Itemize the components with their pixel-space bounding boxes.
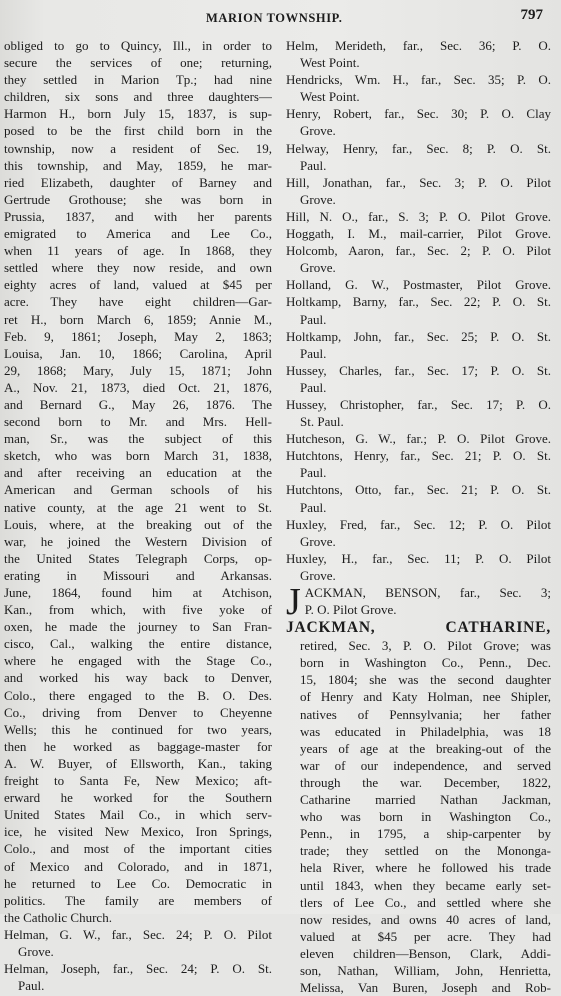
entry-continuation: Grove. bbox=[300, 260, 336, 276]
entry-continuation: Paul. bbox=[18, 978, 45, 994]
jackman-catharine-bio bbox=[286, 618, 551, 996]
text-line: 15, 1804; she was the second daughter bbox=[300, 672, 551, 688]
entry-continuation: Paul. bbox=[300, 465, 327, 481]
text-line: Prussia, 1837, and with her parents bbox=[4, 208, 272, 224]
entry-line: Holcomb, Aaron, far., Sec. 2; P. O. Pilot bbox=[286, 243, 551, 259]
text-line: A., Nov. 21, 1873, died Oct. 21, 1876, bbox=[4, 379, 272, 395]
text-line: ret H., born March 6, 1859; Annie M., bbox=[4, 311, 272, 327]
text-line: then he worked as baggage-master for bbox=[4, 738, 272, 754]
entry-line: Helman, Joseph, far., Sec. 24; P. O. St. bbox=[4, 961, 272, 977]
entry-line: Hill, N. O., far., S. 3; P. O. Pilot Grove. bbox=[286, 208, 551, 224]
directory-entry bbox=[286, 516, 551, 550]
bio-name-heading: JACKMAN, CATHARINE, bbox=[286, 619, 551, 637]
directory-entry bbox=[286, 396, 551, 430]
text-line: Catharine married Nathan Jackman, bbox=[300, 792, 551, 808]
text-line: obliged to go to Quincy, Ill., in order to bbox=[4, 38, 272, 53]
directory-entry bbox=[4, 960, 272, 994]
directory-entry bbox=[286, 293, 551, 327]
entry-continuation: West Point. bbox=[300, 55, 360, 71]
text-line: man, Sr., was the subject of this bbox=[4, 431, 272, 447]
text-line: Gertrude Grothouse; she was born in bbox=[4, 191, 272, 207]
entry-continuation: Paul. bbox=[300, 499, 327, 515]
entry-continuation: Paul. bbox=[300, 345, 327, 361]
text-line: June, 1864, found him at Atchison, bbox=[4, 585, 272, 600]
entry-line: Hendricks, Wm. H., far., Sec. 35; P. O. bbox=[286, 72, 551, 88]
directory-entry bbox=[4, 926, 272, 960]
text-line: township, now a resident of Sec. 19, bbox=[4, 140, 272, 156]
text-line: oxen, he made the journey to San Fran- bbox=[4, 619, 272, 635]
directory-entry bbox=[286, 37, 551, 71]
text-line: natives of Pennsylvania; her father bbox=[300, 706, 551, 722]
text-line: Feb. 9, 1861; Joseph, May 2, 1863; bbox=[4, 328, 272, 344]
text-line: where he engaged with the Stage Co., bbox=[4, 653, 272, 669]
entry-line: Helm, Merideth, far., Sec. 36; P. O. bbox=[286, 38, 551, 53]
entry-line: Helman, G. W., far., Sec. 24; P. O. Pilot bbox=[4, 926, 272, 942]
text-line: sketch, who was born March 31, 1838, bbox=[4, 448, 272, 464]
text-line: until 1843, when they became early set- bbox=[300, 877, 551, 893]
text-line: secure the services of one; returning, bbox=[4, 55, 272, 71]
text-line: hela River, where he followed his trade bbox=[300, 860, 551, 876]
drop-cap: J bbox=[286, 581, 301, 623]
entry-continuation: Grove. bbox=[300, 191, 336, 207]
entry-line: Hill, Jonathan, far., Sec. 3; P. O. Pilot bbox=[286, 174, 551, 190]
entry-line: Henry, Robert, far., Sec. 30; P. O. Clay bbox=[286, 106, 551, 122]
entry-line: Holland, G. W., Postmaster, Pilot Grove. bbox=[286, 277, 551, 293]
text-line: of Mexico and Colorado, and in 1871, bbox=[4, 858, 272, 874]
text-line: of Henry and Katy Holman, nee Shipler, bbox=[300, 689, 551, 705]
directory-entry bbox=[286, 105, 551, 139]
text-line: the United States Telegraph Corps, op- bbox=[4, 550, 272, 566]
entry-continuation: P. O. Pilot Grove. bbox=[304, 602, 397, 618]
running-head bbox=[0, 7, 561, 29]
directory-entry bbox=[286, 174, 551, 208]
text-line: and worked his way back to Denver, bbox=[4, 670, 272, 686]
hellman-bio-paragraph bbox=[4, 37, 272, 926]
entry-line: Hutchtons, Henry, far., Sec. 21; P. O. St. bbox=[286, 448, 551, 464]
entry-line: ACKMAN, BENSON, far., Sec. 3; bbox=[304, 585, 551, 600]
text-line: Louisa, Jan. 10, 1866; Carolina, April bbox=[4, 345, 272, 361]
entry-line: Helway, Henry, far., Sec. 8; P. O. St. bbox=[286, 140, 551, 156]
text-line: eighty acres of land, valued at $45 per bbox=[4, 277, 272, 293]
text-line: trade; they settled on the Mononga- bbox=[300, 843, 551, 859]
entry-line: Huxley, Fred, far., Sec. 12; P. O. Pilot bbox=[286, 516, 551, 532]
text-line: the Catholic Church. bbox=[4, 909, 112, 925]
entry-line: Hussey, Charles, far., Sec. 17; P. O. St. bbox=[286, 362, 551, 378]
text-line: United States Mail Co., in which serv- bbox=[4, 807, 272, 823]
directory-entry bbox=[286, 481, 551, 515]
text-line: Colo., and most of the important cities bbox=[4, 841, 272, 857]
text-line: Co., driving from Denver to Cheyenne bbox=[4, 704, 272, 720]
directory-entry bbox=[286, 447, 551, 481]
text-line: acre. They have eight children—Gar- bbox=[4, 294, 272, 310]
text-line: Wells; this he continued for two years, bbox=[4, 721, 272, 737]
text-line: American and German schools of his bbox=[4, 482, 272, 498]
text-line: Penn., in 1795, a ship-carpenter by bbox=[300, 826, 551, 842]
text-line: A. W. Buyer, of Ellsworth, Kan., taking bbox=[4, 755, 272, 771]
entry-continuation: Grove. bbox=[300, 123, 336, 139]
running-title: MARION TOWNSHIP. bbox=[206, 11, 343, 25]
directory-entry bbox=[286, 242, 551, 276]
directory-entry bbox=[286, 362, 551, 396]
text-line: now resides, and owns 40 acres of land, bbox=[300, 911, 551, 927]
directory-entry bbox=[286, 328, 551, 362]
entry-line: Hutcheson, G. W., far.; P. O. Pilot Grove. bbox=[286, 431, 551, 447]
text-line: politics. The family are members of bbox=[4, 892, 272, 908]
text-line: Colo., there engaged to the B. O. Des. bbox=[4, 687, 272, 703]
text-line: years of age at the breaking-out of the bbox=[300, 740, 551, 756]
entry-continuation: Grove. bbox=[300, 533, 336, 549]
left-column bbox=[4, 37, 272, 994]
entry-continuation: Grove. bbox=[300, 567, 336, 583]
entry-line: Hussey, Christopher, far., Sec. 17; P. O. bbox=[286, 396, 551, 412]
directory-entry bbox=[286, 140, 551, 174]
text-line: who was born in Washington Co., bbox=[300, 809, 551, 825]
text-line: posed to be the first child born in the bbox=[4, 123, 272, 139]
text-line: he returned to Lee Co. Democratic in bbox=[4, 875, 272, 891]
text-line: ice, he visited New Mexico, Iron Springs, bbox=[4, 824, 272, 840]
text-line: eleven children—Benson, Clark, Addi- bbox=[300, 945, 551, 961]
directory-entry bbox=[286, 71, 551, 105]
text-line: son, Nathan, William, John, Henrietta, bbox=[300, 962, 551, 978]
text-line: erating in Missouri and Arkansas. bbox=[4, 567, 272, 583]
directory-entry bbox=[286, 225, 551, 242]
text-line: Kan., from which, with five yoke of bbox=[4, 602, 272, 618]
directory-entry bbox=[286, 276, 551, 293]
entry-line: Hutchtons, Otto, far., Sec. 21; P. O. St. bbox=[286, 482, 551, 498]
text-line: this township, and May, 1859, he mar- bbox=[4, 157, 272, 173]
entry-continuation: Paul. bbox=[300, 311, 327, 327]
text-line: when 11 years of age. In 1868, they bbox=[4, 243, 272, 259]
text-line: and Bernard G., May 26, 1876. The bbox=[4, 396, 272, 412]
text-line: freight to Santa Fe, New Mexico; aft- bbox=[4, 773, 272, 789]
text-line: ried Elizabeth, daughter of Barney and bbox=[4, 174, 272, 190]
jackman-benson-entry bbox=[286, 581, 551, 623]
entry-line: Holtkamp, John, far., Sec. 25; P. O. St. bbox=[286, 328, 551, 344]
text-line: war, he joined the Western Division of bbox=[4, 533, 272, 549]
right-column bbox=[286, 37, 551, 996]
text-line: they settled in Marion Tp.; had nine bbox=[4, 72, 272, 88]
text-line: Melissa, Van Buren, Joseph and Rob- bbox=[300, 980, 551, 996]
text-line: 29, 1868; Mary, July 15, 1871; John bbox=[4, 362, 272, 378]
text-line: tlers of Lee Co., and settled where she bbox=[300, 894, 551, 910]
text-line: Louis, where, at the breaking out of the bbox=[4, 516, 272, 532]
text-line: and after receiving an education at the bbox=[4, 465, 272, 481]
text-line: cisco, Cal., walking the entire distance, bbox=[4, 636, 272, 652]
page-number: 797 bbox=[520, 7, 543, 23]
directory-entry bbox=[286, 550, 551, 584]
text-line: through the war. December, 1822, bbox=[300, 774, 551, 790]
entry-continuation: Grove. bbox=[18, 943, 54, 959]
text-line: Harmon H., born July 15, 1837, is sup- bbox=[4, 106, 272, 122]
entry-continuation: Paul. bbox=[300, 379, 327, 395]
text-line: was educated in Philadelphia, was 18 bbox=[300, 723, 551, 739]
text-line: settled where they now reside, and own bbox=[4, 260, 272, 276]
text-line: children, six sons and three daughters— bbox=[4, 89, 272, 105]
entry-line: Hoggath, I. M., mail-carrier, Pilot Grove. bbox=[286, 226, 551, 242]
directory-entry bbox=[286, 208, 551, 225]
text-line: erward he worked for the Southern bbox=[4, 790, 272, 806]
text-line: emigrated to America and Lee Co., bbox=[4, 226, 272, 242]
entry-continuation: West Point. bbox=[300, 89, 360, 105]
text-line: born in Washington Co., Penn., Dec. bbox=[300, 655, 551, 671]
entry-continuation: St. Paul. bbox=[300, 414, 344, 430]
text-line: war of our independence, and served bbox=[300, 757, 551, 773]
entry-continuation: Paul. bbox=[300, 157, 327, 173]
text-line: second born to Mr. and Mrs. Hell- bbox=[4, 414, 272, 430]
entry-line: Holtkamp, Barny, far., Sec. 22; P. O. St. bbox=[286, 294, 551, 310]
directory-entry bbox=[286, 430, 551, 447]
text-line: retired, Sec. 3, P. O. Pilot Grove; was bbox=[300, 638, 551, 654]
entry-line: Huxley, H., far., Sec. 11; P. O. Pilot bbox=[286, 550, 551, 566]
text-line: valued at $45 per acre. They had bbox=[300, 928, 551, 944]
text-line: native county, at the age 21 went to St. bbox=[4, 499, 272, 515]
